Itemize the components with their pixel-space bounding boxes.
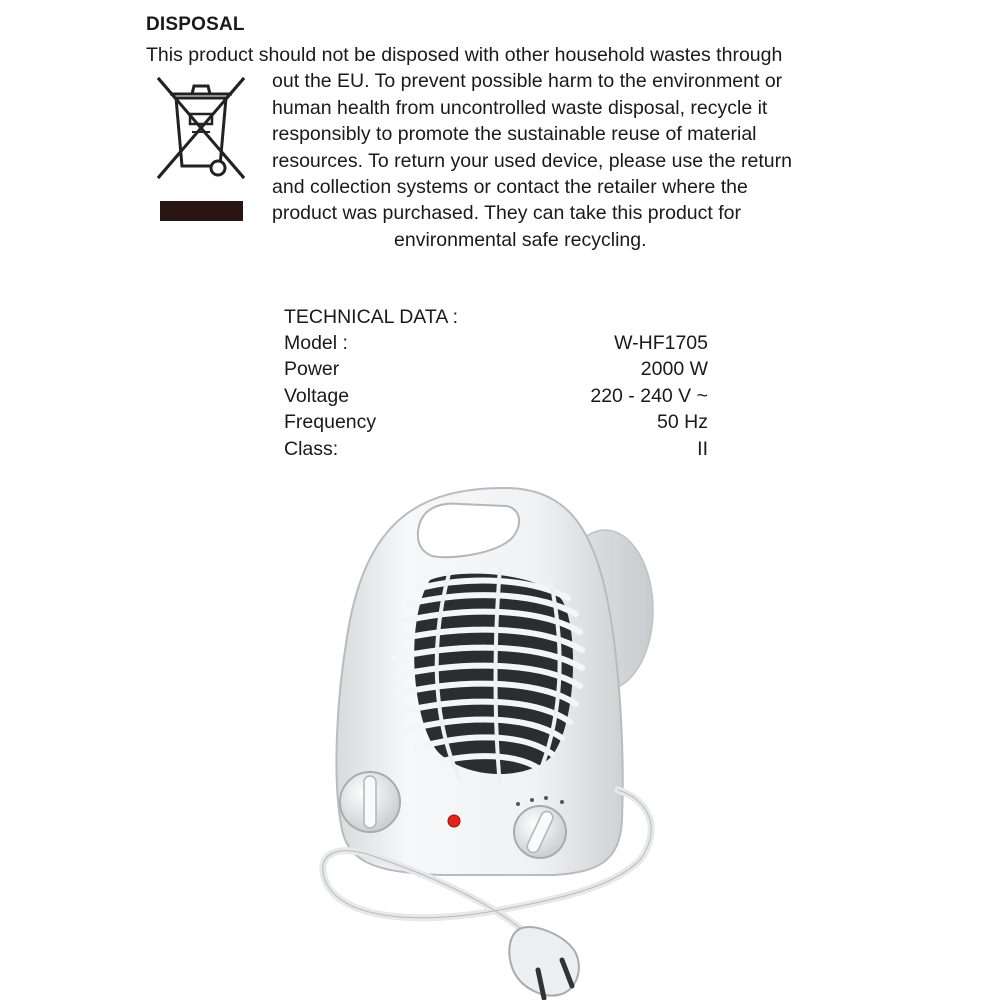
tech-value: 220 - 240 V ~ [590,384,708,407]
tech-value: W-HF1705 [614,332,708,354]
tech-label: Class: [284,437,339,460]
technical-data-table [284,304,714,462]
fan-heater-image [300,480,700,1000]
tech-row-power [284,356,714,382]
tech-value: 50 Hz [657,411,708,434]
disposal-line: out the EU. To prevent possible harm to the environment or [272,70,783,93]
tech-value: II [697,437,708,460]
tech-label: Voltage [284,384,350,407]
tech-row-class [284,436,714,462]
disposal-paragraph [146,42,886,253]
disposal-line: and collection systems or contact the retailer where the [272,175,748,198]
technical-data-title: TECHNICAL DATA : [284,306,459,328]
crossed-out-wheelie-bin-icon [148,74,254,186]
tech-label: Frequency [284,411,377,434]
tech-row-model [284,330,714,356]
power-indicator-light [448,815,460,827]
disposal-line: responsibly to promote the sustainable reuse of material [272,123,757,146]
power-plug [509,927,579,998]
thermostat-knob[interactable] [340,772,400,832]
tech-row-voltage [284,383,714,409]
mode-knob[interactable] [514,806,566,858]
tech-row-frequency [284,409,714,435]
tech-label: Model : [284,332,348,354]
disposal-line: product was purchased. They can take this product for [272,202,741,225]
tech-value: 2000 W [640,358,708,381]
disposal-title: DISPOSAL [146,14,245,35]
tech-label: Power [284,358,340,381]
disposal-line: human health from uncontrolled waste disposal, recycle it [272,96,768,119]
disposal-line: This product should not be disposed with other household wastes through [146,44,783,66]
disposal-line: environmental safe recycling. [394,228,647,251]
disposal-line: resources. To return your used device, please use the return [272,149,792,172]
weee-bar [160,201,243,221]
